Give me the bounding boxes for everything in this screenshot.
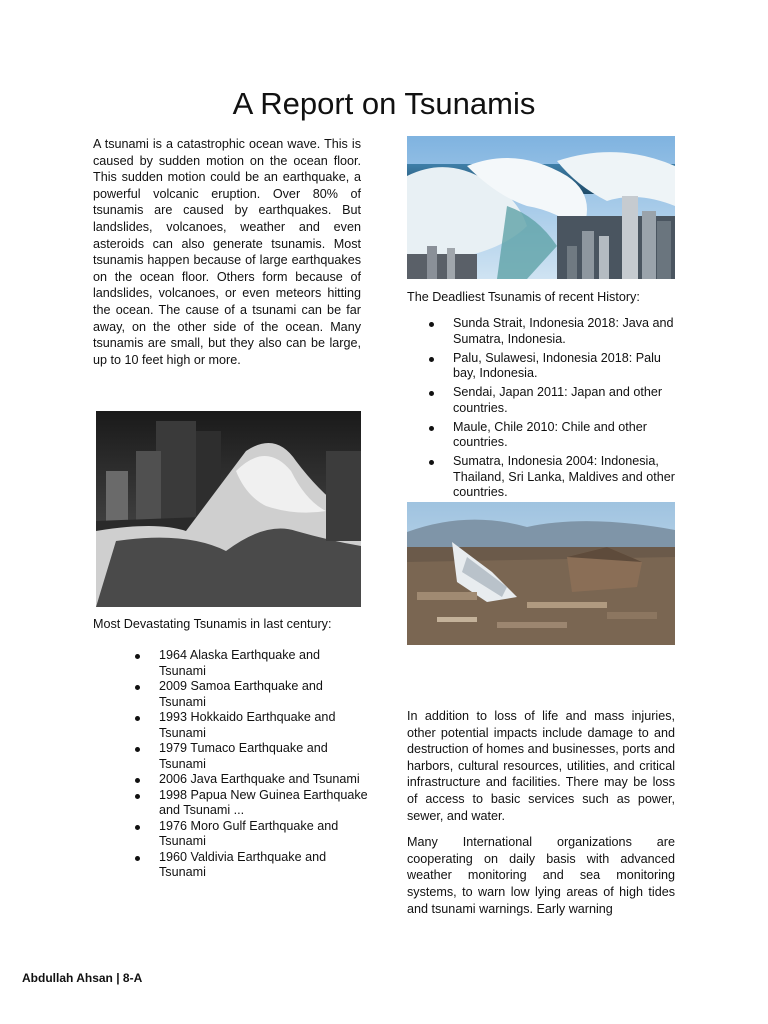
- list-item: Sunda Strait, Indonesia 2018: Java and Sumatra, Indonesia.: [453, 316, 678, 347]
- bullet-icon: [429, 322, 434, 327]
- bullet-icon: [135, 654, 140, 659]
- list-item: Sumatra, Indonesia 2004: Indonesia, Thailand, Sri Lanka, Maldives and other countries.: [453, 454, 678, 501]
- bullet-icon: [135, 856, 140, 861]
- list-item: Palu, Sulawesi, Indonesia 2018: Palu bay, Indonesia.: [453, 351, 678, 382]
- bullet-icon: [429, 426, 434, 431]
- devastating-heading: Most Devastating Tsunamis in last century:: [93, 617, 332, 631]
- list-item: 1998 Papua New Guinea Earthquake and Tsunami ...: [159, 788, 369, 819]
- list-item: 2009 Samoa Earthquake and Tsunami: [159, 679, 369, 710]
- list-item: 1964 Alaska Earthquake and Tsunami: [159, 648, 369, 679]
- bullet-icon: [429, 460, 434, 465]
- list-item: 1976 Moro Gulf Earthquake and Tsunami: [159, 819, 369, 850]
- intro-text: A tsunami is a catastrophic ocean wave. This is caused by sudden motion on the ocean floor. This sudden motion could be an earthquake, a powerful volcanic eruption. Over 80% of tsunamis are caused by earthquakes. But landslides, volcanoes, weather and even asteroids can also generate tsunamis. Most tsunamis happen because of large earthquakes on the ocean floor. Others form because of landslides, volcanoes, or even meteors hitting the ocean. The cause of a tsunami can be far away, on the other side of the ocean. Many tsunamis are small, but they also can be large, up to 10 feet high or more.: [93, 137, 361, 367]
- list-item: 2006 Java Earthquake and Tsunami: [159, 772, 369, 788]
- intro-paragraph: [93, 136, 361, 368]
- bullet-icon: [135, 794, 140, 799]
- bullet-icon: [429, 391, 434, 396]
- list-item: 1993 Hokkaido Earthquake and Tsunami: [159, 710, 369, 741]
- page-title: A Report on Tsunamis: [232, 86, 536, 121]
- bullet-icon: [135, 716, 140, 721]
- list-item: Maule, Chile 2010: Chile and other countries.: [453, 420, 678, 451]
- impacts-paragraph: In addition to loss of life and mass injuries, other potential impacts include damage to and destruction of homes and businesses, ports and harbors, cultural resources, utilities, and critical infrastructure and facilities. There may be loss of access to basic services such as power, sewer, and water.: [407, 709, 675, 823]
- wave-image: [96, 411, 361, 607]
- devastating-list: [159, 648, 369, 881]
- bullet-icon: [429, 357, 434, 362]
- list-item: Sendai, Japan 2011: Japan and other countries.: [453, 385, 678, 416]
- bullet-icon: [135, 747, 140, 752]
- list-item: 1979 Tumaco Earthquake and Tsunami: [159, 741, 369, 772]
- impacts-section: [407, 708, 675, 927]
- deadliest-heading: The Deadliest Tsunamis of recent History:: [407, 290, 640, 304]
- list-item: 1960 Valdivia Earthquake and Tsunami: [159, 850, 369, 881]
- debris-image: [407, 502, 675, 645]
- cooperation-paragraph: Many International organizations are cooperating on daily basis with advanced weather monitoring and sea monitoring systems, to warn low lying areas of high tides and tsunami warnings. Early warning: [407, 835, 675, 916]
- deadliest-list: [453, 316, 678, 504]
- city-tsunami-image: [407, 136, 675, 279]
- footer-author: Abdullah Ahsan | 8-A: [22, 971, 143, 985]
- bullet-icon: [135, 778, 140, 783]
- bullet-icon: [135, 685, 140, 690]
- bullet-icon: [135, 825, 140, 830]
